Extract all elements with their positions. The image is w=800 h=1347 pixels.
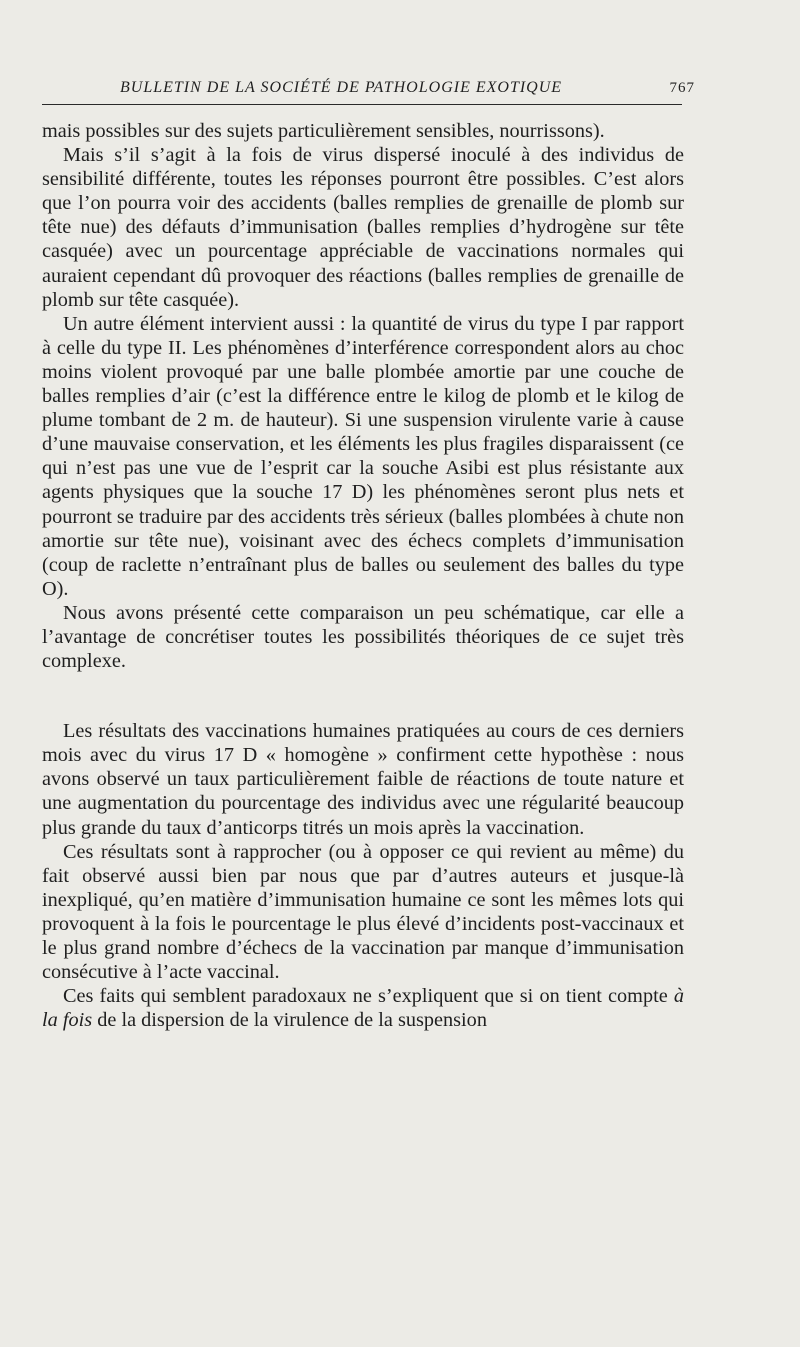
paragraph-7 — [42, 984, 684, 1032]
paragraph-7-italic: à la fois — [42, 985, 684, 1032]
paragraph-7-text-a: Ces faits qui semblent paradoxaux ne s’expliquent que si on tient compte — [63, 985, 674, 1008]
paragraph-7-text-b: de la dispersion de la virulence de la suspension — [92, 1009, 487, 1032]
paragraph-4: Nous avons présenté cette comparaison un peu schématique, car elle a l’avantage de concrétiser toutes les possibilités théoriques de ce sujet très complexe. — [42, 601, 684, 673]
running-header — [120, 79, 695, 103]
paragraph-2: Mais s’il s’agit à la fois de virus dispersé inoculé à des individus de sensibilité différente, toutes les réponses pourront être possibles. C’est alors que l’on pourra voir des accidents (balles remplies de grenaille de plomb sur tête nue) des défauts d’immunisation (balles remplies d’hydrogène sur tête casquée) avec un pourcentage appréciable de vaccinations normales qui auraient cependant dû provoquer des réactions (balles remplies de grenaille de plomb sur tête casquée). — [42, 144, 684, 311]
journal-title: BULLETIN DE LA SOCIÉTÉ DE PATHOLOGIE EXOTIQUE — [120, 79, 563, 96]
paragraph-6: Ces résultats sont à rapprocher (ou à opposer ce qui revient au même) du fait observé aussi bien par nous que par d’autres auteurs et jusque-là inexpliqué, qu’en matière d’immunisation humaine ce sont les mêmes lots qui provoquent à la fois le pourcentage le plus élevé d’incidents post-vaccinaux et le plus grand nombre d’échecs de la vaccination par manque d’immunisation consécutive à l’acte vaccinal. — [42, 840, 684, 984]
paragraph-5: Les résultats des vaccinations humaines pratiquées au cours de ces derniers mois avec du virus 17 D « homogène » confirment cette hypothèse : nous avons observé un taux particulièrement faible de réactions de toute nature et une augmentation du pourcentage des individus avec une régularité beaucoup plus grande du taux d’anticorps titrés un mois après la vaccination. — [42, 720, 684, 839]
body-text — [42, 119, 684, 1032]
paragraph-3: Un autre élément intervient aussi : la quantité de virus du type I par rapport à celle du type II. Les phénomènes d’interférence correspondent alors au choc moins violent provoqué par une balle plombée amortie par une couche de balles remplies d’air (c’est la différence entre le kilog de plomb et le kilog de plume tombant de 2 m. de hauteur). Si une suspension virulente varie à cause d’une mauvaise conservation, et les éléments les plus fragiles disparaissent (ce qui n’est pas une vue de l’esprit car la souche Asibi est plus résistante aux agents physiques que la souche 17 D) les phénomènes seront plus nets et pourront se traduire par des accidents très sérieux (balles plombées à chute non amortie sur tête nue), voisinant avec des échecs complets d’immunisation (coup de raclette n’entraînant plus de balles ou seulement des balles du type O). — [42, 312, 685, 600]
section-gap — [42, 673, 684, 719]
header-rule — [42, 104, 682, 105]
page-number: 767 — [669, 80, 695, 96]
paragraph-1: mais possibles sur des sujets particulièrement sensibles, nourrissons). — [42, 120, 605, 142]
